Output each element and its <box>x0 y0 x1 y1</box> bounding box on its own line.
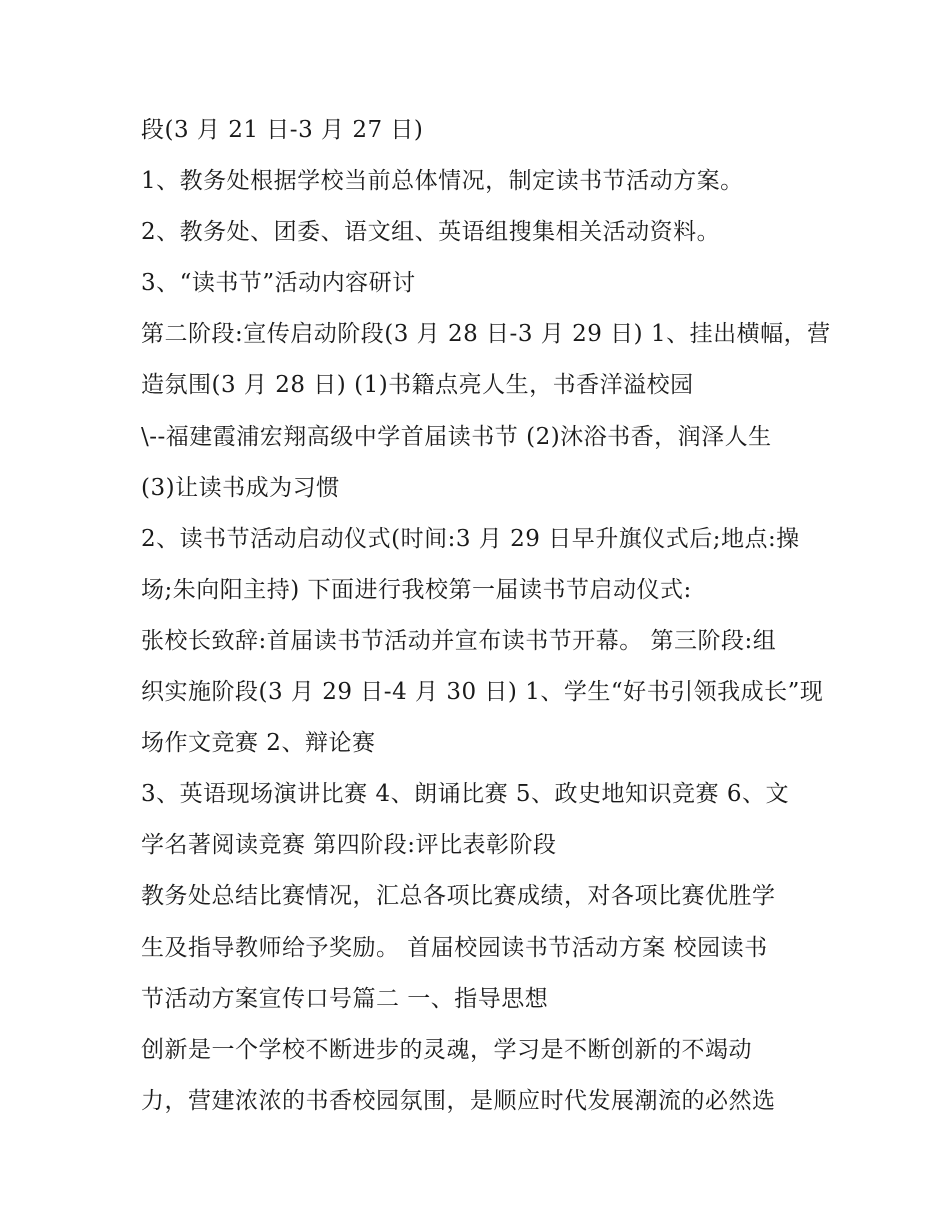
text-line: 第二阶段:宣传启动阶段(3 月 28 日-3 月 29 日) 1、挂出横幅，营 <box>141 321 831 348</box>
text-line: 造氛围(3 月 28 日) (1)书籍点亮人生，书香洋溢校园 <box>141 372 694 399</box>
text-line: 生及指导教师给予奖励。 首届校园读书节活动方案 校园读书 <box>141 934 768 961</box>
text-line: 创新是一个学校不断进步的灵魂，学习是不断创新的不竭动 <box>141 1036 752 1063</box>
text-line: (3)让读书成为习惯 <box>141 474 340 501</box>
text-line: 1、教务处根据学校当前总体情况，制定读书节活动方案。 <box>141 168 744 195</box>
text-line: \--福建霞浦宏翔高级中学首届读书节 (2)沐浴书香，润泽人生 <box>141 423 772 450</box>
text-line: 学名著阅读竞赛 第四阶段:评比表彰阶段 <box>141 832 557 859</box>
text-line: 2、读书节活动启动仪式(时间:3 月 29 日早升旗仪式后;地点:操 <box>141 525 800 552</box>
text-line: 教务处总结比赛情况，汇总各项比赛成绩，对各项比赛优胜学 <box>141 883 776 910</box>
text-line: 场;朱向阳主持) 下面进行我校第一届读书节启动仪式: <box>141 576 692 603</box>
text-line: 场作文竞赛 2、辩论赛 <box>141 730 376 757</box>
text-line: 力，营建浓浓的书香校园氛围，是顺应时代发展潮流的必然选 <box>141 1087 776 1114</box>
text-line: 3、英语现场演讲比赛 4、朗诵比赛 5、政史地知识竞赛 6、文 <box>141 781 789 808</box>
text-line: 3、“读书节”活动内容研讨 <box>141 270 416 297</box>
text-line: 2、教务处、团委、语文组、英语组搜集相关活动资料。 <box>141 219 721 246</box>
text-line: 织实施阶段(3 月 29 日-4 月 30 日) 1、学生“好书引领我成长”现 <box>141 679 824 706</box>
text-line: 节活动方案宣传口号篇二 一、指导思想 <box>141 985 549 1012</box>
document-body <box>141 110 831 1132</box>
text-line: 段(3 月 21 日-3 月 27 日) <box>141 117 424 143</box>
text-line: 张校长致辞:首届读书节活动并宣布读书节开幕。 第三阶段:组 <box>141 627 777 654</box>
